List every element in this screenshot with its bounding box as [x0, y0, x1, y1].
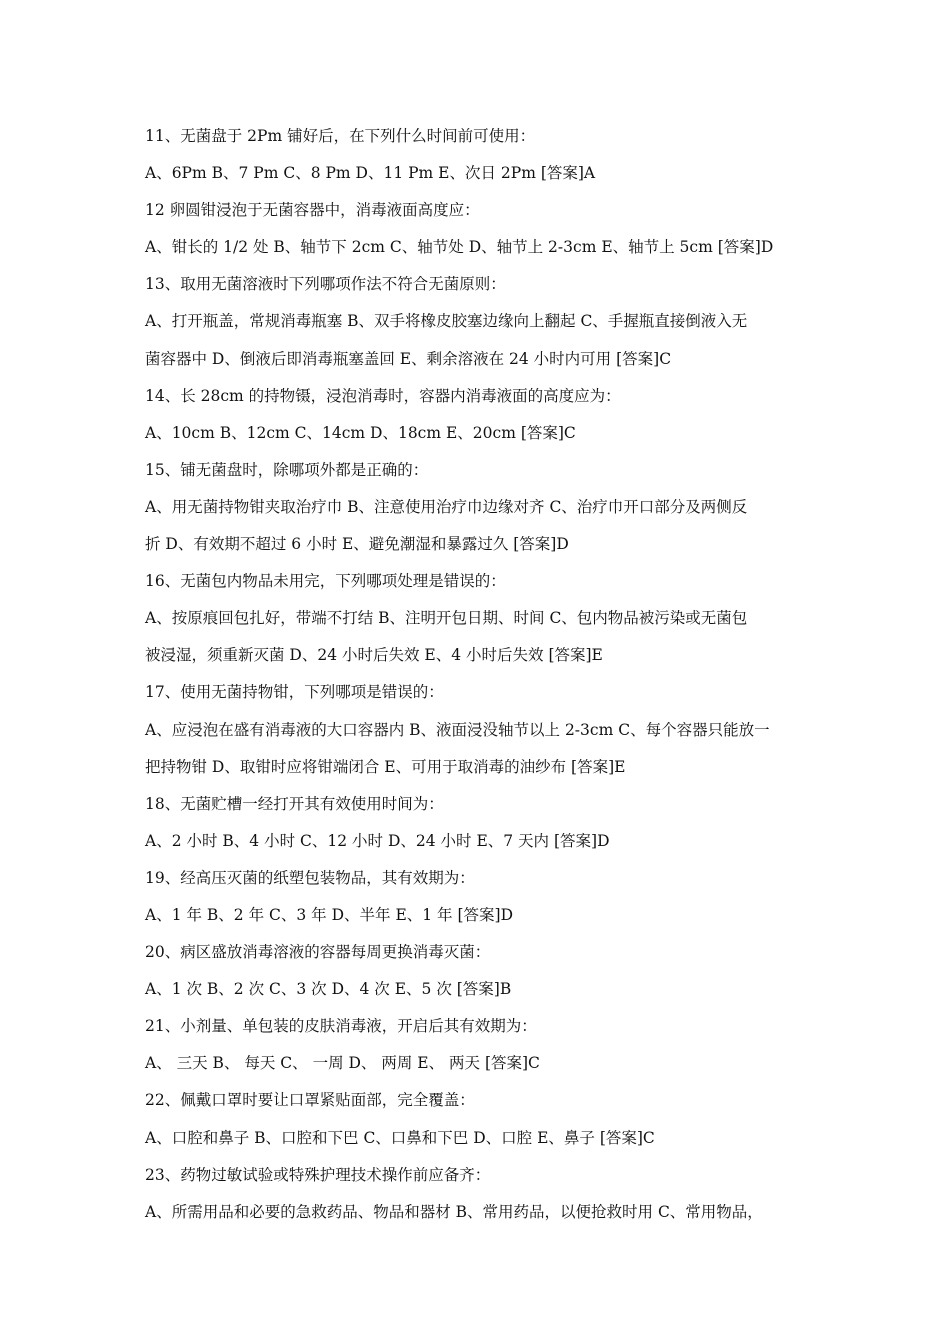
question-16-stem: 16、无菌包内物品未用完，下列哪项处理是错误的： — [145, 572, 506, 591]
document-page — [145, 118, 815, 1231]
question-18-options: A、2 小时 B、4 小时 C、12 小时 D、24 小时 E、7 天内 [答案]D — [145, 831, 610, 850]
question-13-options-line-1: A、打开瓶盖，常规消毒瓶塞 B、双手将橡皮胶塞边缘向上翻起 C、手握瓶直接倒液入无 — [145, 312, 748, 331]
question-23-options-line-1: A、所需用品和必要的急救药品、物品和器材 B、常用药品，以便抢救时用 C、常用物品， — [145, 1202, 763, 1221]
question-17-stem: 17、使用无菌持物钳，下列哪项是错误的： — [145, 683, 444, 702]
question-15-stem: 15、铺无菌盘时，除哪项外都是正确的： — [145, 460, 429, 479]
question-13-stem: 13、取用无菌溶液时下列哪项作法不符合无菌原则： — [145, 275, 506, 294]
question-21-options: A、 三天 B、 每天 C、 一周 D、 两周 E、 两天 [答案]C — [145, 1054, 540, 1073]
question-22-options: A、口腔和鼻子 B、口腔和下巴 C、口鼻和下巴 D、口腔 E、鼻子 [答案]C — [145, 1128, 655, 1147]
question-18-stem: 18、无菌贮槽一经打开其有效使用时间为： — [145, 794, 444, 813]
question-16-options-line-1: A、按原痕回包扎好，带端不打结 B、注明开包日期、时间 C、包内物品被污染或无菌包 — [145, 609, 748, 628]
question-14-options: A、10cm B、12cm C、14cm D、18cm E、20cm [答案]C — [145, 423, 576, 442]
question-17-options-line-1: A、应浸泡在盛有消毒液的大口容器内 B、液面浸没轴节以上 2-3cm C、每个容器只能放一 — [145, 720, 770, 739]
question-15-options-line-1: A、用无菌持物钳夹取治疗巾 B、注意使用治疗巾边缘对齐 C、治疗巾开口部分及两侧反 — [145, 497, 748, 516]
question-12-options: A、钳长的 1/2 处 B、轴节下 2cm C、轴节处 D、轴节上 2-3cm E、轴节上 5cm [答案]D — [145, 238, 774, 257]
question-14-stem: 14、长 28cm 的持物镊，浸泡消毒时，容器内消毒液面的高度应为： — [145, 386, 621, 405]
question-13-options-line-2: 菌容器中 D、倒液后即消毒瓶塞盖回 E、剩余溶液在 24 小时内可用 [答案]C — [145, 349, 672, 368]
question-11-options: A、6Pm B、7 Pm C、8 Pm D、11 Pm E、次日 2Pm [答案]A — [145, 164, 596, 183]
question-16-options-line-2: 被浸湿，须重新灭菌 D、24 小时后失效 E、4 小时后失效 [答案]E — [145, 646, 603, 665]
question-19-options: A、1 年 B、2 年 C、3 年 D、半年 E、1 年 [答案]D — [145, 905, 513, 924]
question-11-stem: 11、无菌盘于 2Pm 铺好后，在下列什么时间前可使用： — [145, 127, 536, 145]
question-22-stem: 22、佩戴口罩时要让口罩紧贴面部，完全覆盖： — [145, 1091, 475, 1110]
question-23-stem: 23、药物过敏试验或特殊护理技术操作前应备齐： — [145, 1165, 491, 1184]
question-20-options: A、1 次 B、2 次 C、3 次 D、4 次 E、5 次 [答案]B — [145, 980, 512, 999]
question-20-stem: 20、病区盛放消毒溶液的容器每周更换消毒灭菌： — [145, 943, 491, 962]
question-12-stem: 12 卵圆钳浸泡于无菌容器中，消毒液面高度应： — [145, 201, 480, 220]
question-21-stem: 21、小剂量、单包装的皮肤消毒液，开启后其有效期为： — [145, 1017, 537, 1036]
question-15-options-line-2: 折 D、有效期不超过 6 小时 E、避免潮湿和暴露过久 [答案]D — [145, 535, 569, 554]
question-19-stem: 19、经高压灭菌的纸塑包装物品，其有效期为： — [145, 868, 475, 887]
question-17-options-line-2: 把持物钳 D、取钳时应将钳端闭合 E、可用于取消毒的油纱布 [答案]E — [145, 757, 626, 776]
